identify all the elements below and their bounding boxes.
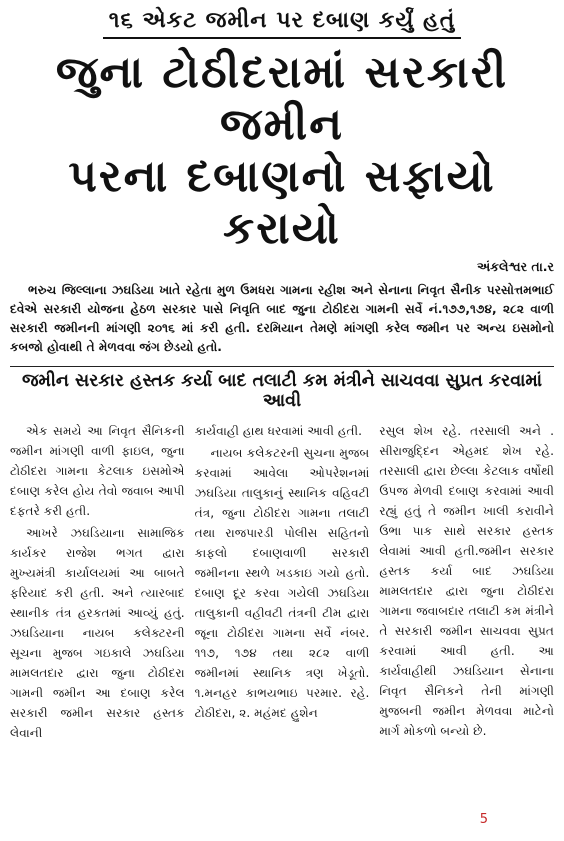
- headline-line-1: જુના ટોઠીદરામાં સરકારી જમીન: [55, 47, 509, 150]
- column-2-paragraph-1: કાર્યવાહી હાથ ધરવામાં આવી હતી.: [194, 423, 362, 438]
- column-3: [379, 421, 554, 745]
- column-1-paragraph-1: એક સમયે આ નિવૃત સૈનિકની જમીન માંગણી વાળી ફાઇલ, જુના ટોઠીદરા ગામના કેટલાક ઇસમોએ દબાણ કરેલ હોય તેવો જવાબ આપી દફતરે કરી હતી.: [10, 423, 185, 518]
- main-headline: [10, 47, 554, 255]
- kicker-headline: ૧૬ એકટ જમીન પર દબાણ કર્યું હતું: [103, 8, 462, 39]
- page-number: 5: [479, 812, 488, 827]
- column-2-paragraph-2: નાયબ કલેકટરની સુચના મુજબ કરવામાં આવેલા ઓપરેશનમાં ઝઘડિયા તાલુકાનું સ્થાનિક વહિવટી તંત્ર, જુના ટોઠીદરા ગામના તલાટી તથા રાજપારડી પોલીસ સહિતનો કાફલો દબાણવાળી સરકારી જમીનના સ્થળે ખડકાઇ ગયો હતો. દબાણ દૂર કરવા ગયેલી ઝઘડિયા તાલુકાની વહીવટી તંત્રની ટીમ દ્વારા જૂના ટોઠીદરા ગામના સર્વે નંબર. ૧૧૭, ૧૭૪ તથા ૨૮૨ વાળી જમીનમાં સ્થાનિક ત્રણ ખેડૂતો. ૧.મનહર કાભયભાઇ પરમાર. રહે. ટોઠીદરા, ૨. મહંમદ હુશેન: [194, 445, 370, 720]
- dateline: અંકલેશ્વર તા.ર: [476, 258, 554, 274]
- subheadline: જમીન સરકાર હસ્તક કર્યા બાદ તલાટી કમ મંત્રીને સાચવવા સુપ્રત કરવામાં આવી: [10, 366, 554, 415]
- column-1: [10, 421, 185, 745]
- column-3-paragraph-1: રસુલ શેખ રહે. તરસાલી અને . સીરાજુદ્દિન એહમદ શેખ રહે. તરસાલી દ્વારા છેલ્લા કેટલાક વર્ષોથી ઉપજ મેળવી દબાણ કરવામાં આવી રહ્યું હતું તે જમીન ખાલી કરાવીને ઉભા પાક સાથે સરકાર હસ્તક લેવામાં આવી હતી.જમીન સરકાર હસ્તક કર્યા બાદ ઝઘડિયા મામલતદાર દ્વારા જુના ટોઠીદરા ગામના જવાબદાર તલાટી કમ મંત્રીને તે સરકારી જમીન સાચવવા સુપ્રત કરવામાં આવી હતી. આ કાર્યવાહીથી ઝઘડિયાન સેનાના નિવૃત સૈનિકને તેની માંગણી મુજબની જમીન મેળવવા માટેનો માર્ગ મોકળો બન્યો છે.: [379, 423, 555, 738]
- headline-line-2: પરના દબાણનો સફાયો કરાયો: [68, 150, 496, 254]
- column-2: [195, 421, 370, 745]
- kicker-wrap: [10, 8, 554, 39]
- column-1-paragraph-2: આખરે ઝઘડિયાના સામાજિક કાર્યકર રાજેશ ભગત દ્વારા મુખ્યમંત્રી કાર્યાલયમાં આ બાબતે ફરિયાદ કરી હતી. અને ત્યારબાદ સ્થાનીક તંત્ર હરકતમાં આવ્યું હતું. ઝઘડિયાના નાયબ કલેક્ટરની સૂચના મુજબ ગઇકાલે ઝઘડિયા મામલતદાર દ્વારા જુના ટોઠીદરા ગામની જમીન આ દબાણ કરેલ સરકારી જમીન સરકાર હસ્તક લેવાની: [10, 525, 185, 740]
- intro-paragraph: ભરુચ જિલ્લાના ઝઘડિયા ખાતે રહેતા મુળ ઉમધરા ગામના રહીશ અને સેનાના નિવૃત સૈનીક પરસોત્તમભાઈ દવેએ સરકારી યોજના હેઠળ સરકાર પાસે નિવૃતિ બાદ જુના ટોઠીદરા ગામની સર્વે નં.૧૭૭,૧૭૪, ૨૮૨ વાળી સરકારી જમીનની માંગણી ૨૦૧૬ માં કરી હતી. દરમિયાન તેમણે માંગણી કરેલ જમીન પર અન્ય ઇસમોનો કબજો હોવાથી તે મેળવવા જંગ છેડયો હતો.: [10, 282, 554, 355]
- article-columns: [10, 421, 554, 745]
